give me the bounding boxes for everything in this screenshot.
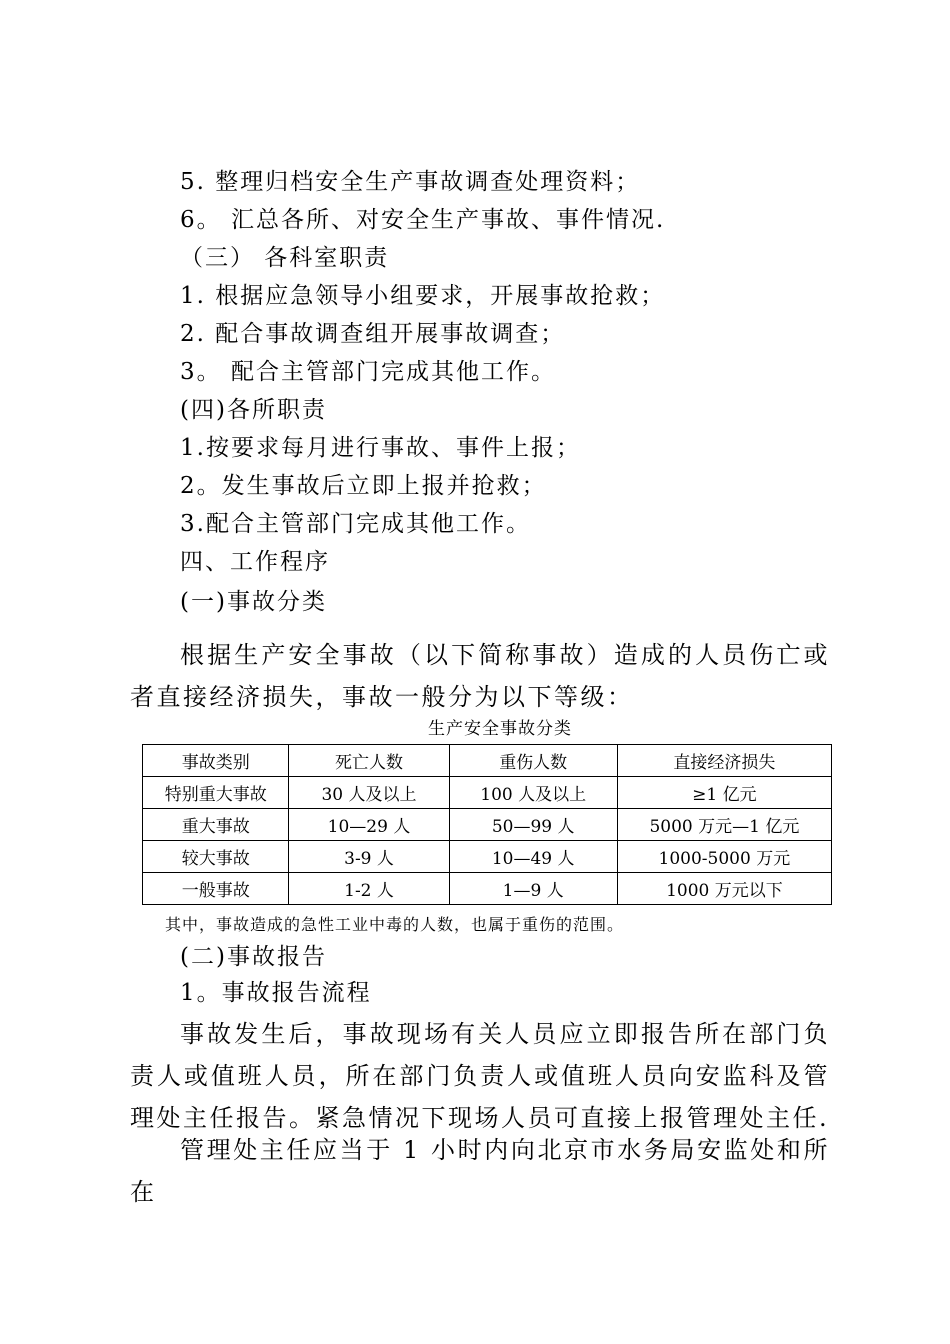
- department-duty-1: 1. 根据应急领导小组要求，开展事故抢救；: [180, 283, 666, 309]
- table-header-row: [143, 745, 832, 777]
- director-paragraph: 管理处主任应当于 1 小时内向北京市水务局安监处和所在: [130, 1136, 830, 1206]
- duty-item-5: 5. 整理归档安全生产事故调查处理资料；: [180, 169, 641, 195]
- table-row: [143, 841, 832, 873]
- table-cell: 10—49 人: [449, 841, 617, 873]
- table-cell: 100 人及以上: [449, 777, 617, 809]
- table-cell: 重大事故: [143, 809, 289, 841]
- table-note: 其中，事故造成的急性工业中毒的人数，也属于重伤的范围。: [165, 915, 625, 934]
- table-cell: ≥1 亿元: [617, 777, 831, 809]
- table-cell: 10—29 人: [289, 809, 449, 841]
- section-heading-procedure: 四、工作程序: [180, 549, 330, 575]
- table-cell: 30 人及以上: [289, 777, 449, 809]
- table-header-cell: 重伤人数: [449, 745, 617, 777]
- accident-classification-table: [142, 744, 832, 905]
- table-row: [143, 777, 832, 809]
- report-paragraph: 事故发生后，事故现场有关人员应立即报告所在部门负责人或值班人员，所在部门负责人或值班人员向安监科及管理处主任报告。紧急情况下现场人员可直接上报管理处主任.: [130, 1020, 830, 1132]
- report-process-heading: 1。事故报告流程: [180, 980, 372, 1006]
- table-cell: 50—99 人: [449, 809, 617, 841]
- table-title: 生产安全事故分类: [428, 719, 572, 739]
- table-cell: 较大事故: [143, 841, 289, 873]
- table-header-cell: 死亡人数: [289, 745, 449, 777]
- table-cell: 3-9 人: [289, 841, 449, 873]
- table-header-cell: 直接经济损失: [617, 745, 831, 777]
- station-duty-2: 2。发生事故后立即上报并抢救；: [180, 473, 547, 499]
- table-cell: 1-2 人: [289, 873, 449, 905]
- station-duty-3: 3.配合主管部门完成其他工作。: [180, 511, 531, 537]
- table-cell: 一般事故: [143, 873, 289, 905]
- department-duty-2: 2. 配合事故调查组开展事故调查；: [180, 321, 566, 347]
- classification-paragraph: 根据生产安全事故（以下简称事故）造成的人员伤亡或者直接经济损失，事故一般分为以下等级：: [130, 641, 830, 711]
- table-cell: 1—9 人: [449, 873, 617, 905]
- table-cell: 1000-5000 万元: [617, 841, 831, 873]
- table-cell: 1000 万元以下: [617, 873, 831, 905]
- section-heading-stations: (四)各所职责: [180, 397, 327, 423]
- station-duty-1: 1.按要求每月进行事故、事件上报；: [180, 435, 581, 461]
- subsection-heading-classification: (一)事故分类: [180, 589, 327, 615]
- subsection-heading-report: (二)事故报告: [180, 944, 327, 970]
- table-row: [143, 809, 832, 841]
- table-header-cell: 事故类别: [143, 745, 289, 777]
- table-row: [143, 873, 832, 905]
- section-heading-departments: （三） 各科室职责: [180, 245, 390, 271]
- table-cell: 5000 万元—1 亿元: [617, 809, 831, 841]
- duty-item-6: 6。 汇总各所、对安全生产事故、事件情况.: [180, 207, 666, 233]
- table-cell: 特别重大事故: [143, 777, 289, 809]
- department-duty-3: 3。 配合主管部门完成其他工作。: [180, 359, 556, 385]
